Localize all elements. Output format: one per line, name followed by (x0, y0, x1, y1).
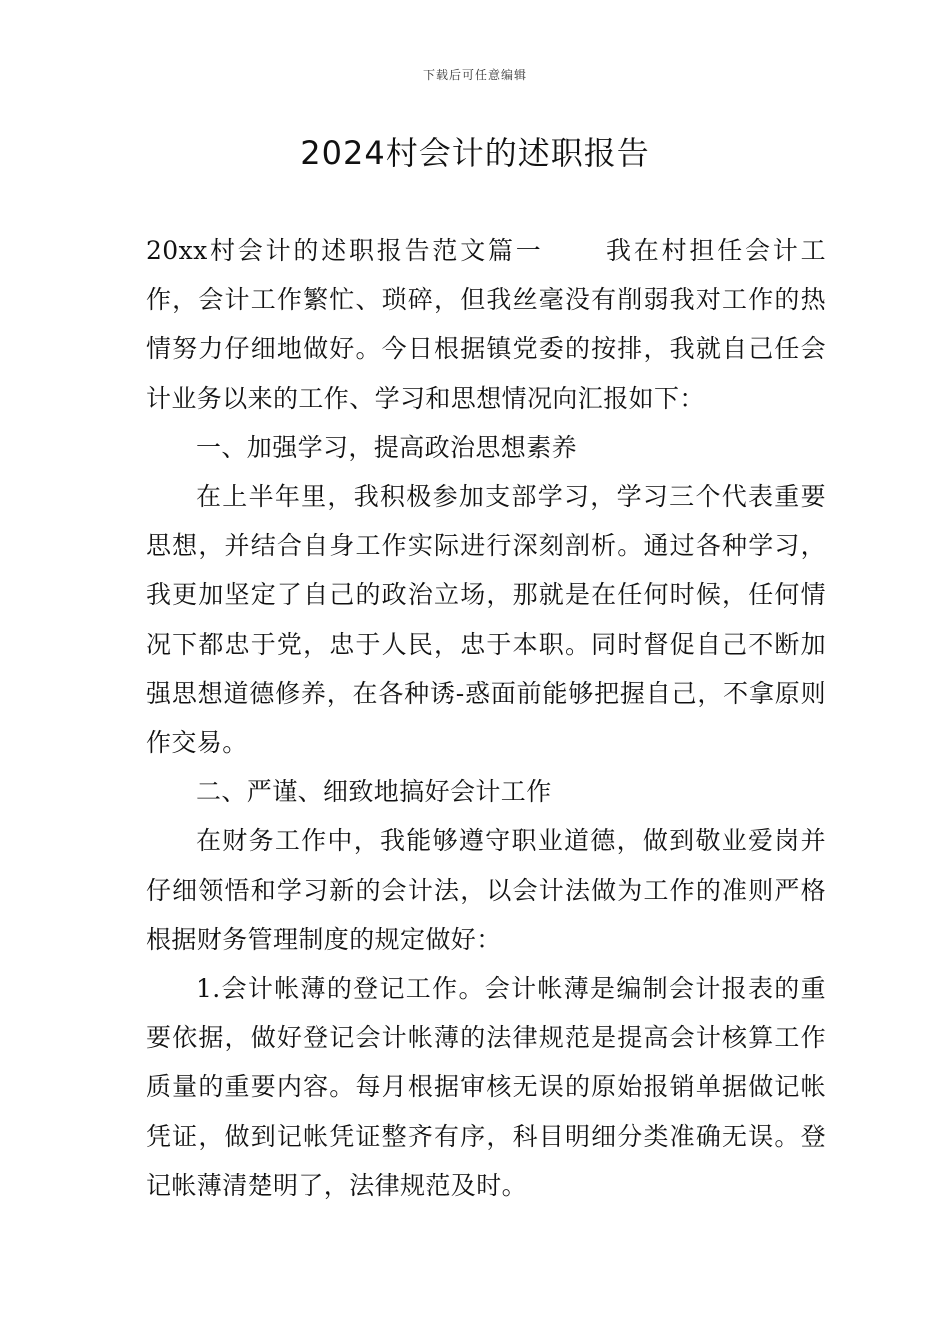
intro-text: 我在村担任会计工作，会计工作繁忙、琐碎，但我丝毫没有削弱我对工作的热情努力仔细地做好。今日根据镇党委的按排，我就自己任会计业务以来的工作、学习和思想情况向汇报如下： (146, 236, 827, 413)
intro-paragraph (146, 226, 826, 423)
section2-paragraph: 在财务工作中，我能够遵守职业道德，做到敬业爱岗并仔细领悟和学习新的会计法，以会计法做为工作的准则严格根据财务管理制度的规定做好： (146, 826, 826, 954)
section1-heading: 一、加强学习，提高政治思想素养 (196, 432, 578, 462)
header-note: 下载后可任意编辑 (422, 68, 527, 82)
section1-paragraph: 在上半年里，我积极参加支部学习，学习三个代表重要思想，并结合自身工作实际进行深刻剖析。通过各种学习，我更加坚定了自己的政治立场，那就是在任何时候，任何情况下都忠于党，忠于人民，忠于本职。同时督促自己不断加强思想道德修养，在各种诱-惑面前能够把握自己，不拿原则作交易。 (146, 482, 826, 758)
intro-label: 20xx村会计的述职报告范文篇一 (146, 236, 544, 265)
item1-paragraph: 1.会计帐薄的登记工作。会计帐薄是编制会计报表的重要依据，做好登记会计帐薄的法律规范是提高会计核算工作质量的重要内容。每月根据审核无误的原始报销单据做记帐凭证，做到记帐凭证整齐有序，科目明细分类准确无误。登记帐薄清楚明了，法律规范及时。 (146, 974, 826, 1200)
document-body (146, 226, 826, 1210)
document-title: 2024村会计的述职报告 (300, 134, 650, 172)
section2-heading: 二、严谨、细致地搞好会计工作 (196, 777, 552, 807)
